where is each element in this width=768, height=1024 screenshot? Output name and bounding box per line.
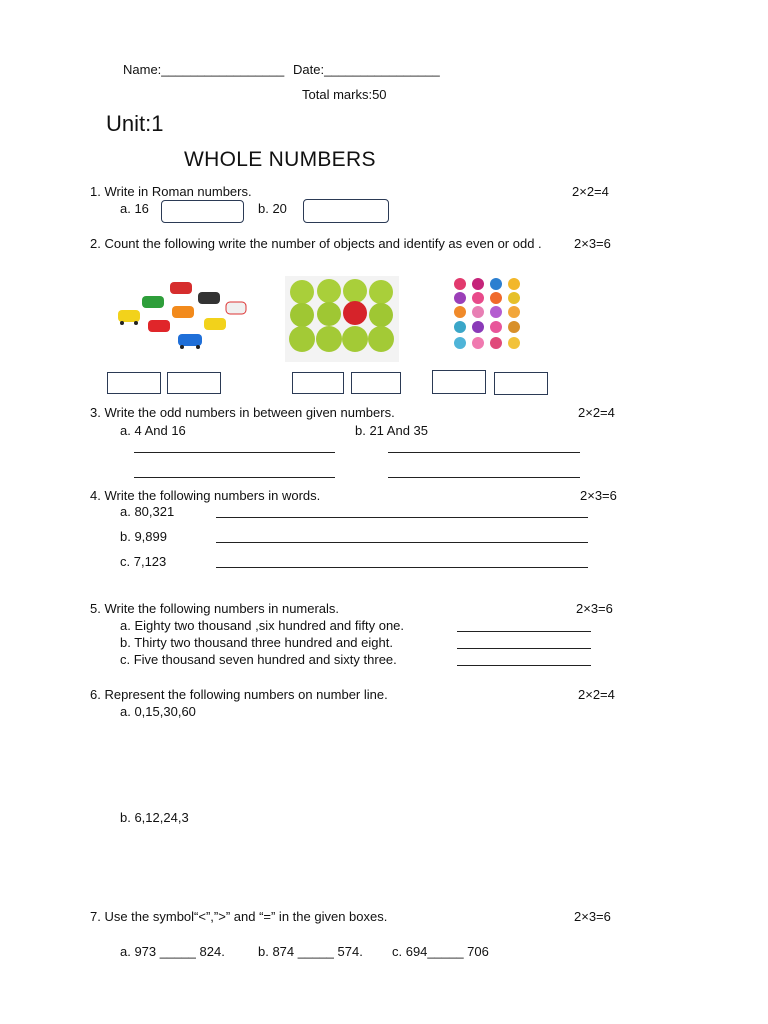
q7-text: 7. Use the symbol“<”,”>” and “=” in the given boxes. <box>90 909 388 924</box>
q5a-answer-line[interactable] <box>457 631 591 632</box>
q4b-answer-line[interactable] <box>216 542 588 543</box>
q3-text: 3. Write the odd numbers in between given numbers. <box>90 405 395 420</box>
q5c-answer-line[interactable] <box>457 665 591 666</box>
q3-marks: 2×2=4 <box>578 405 615 420</box>
date-field[interactable]: Date:________________ <box>293 62 440 77</box>
q1b-answer-box[interactable] <box>303 199 389 223</box>
q4c-label: c. 7,123 <box>120 554 167 569</box>
apples-image <box>285 276 399 362</box>
q7c-label[interactable]: c. 694_____ 706 <box>392 944 489 959</box>
q2-text: 2. Count the following write the number of objects and identify as even or odd . <box>90 236 542 251</box>
car-icon <box>118 282 246 349</box>
q3a-answer-line-2[interactable] <box>134 477 335 478</box>
apples-even-odd-box[interactable] <box>351 372 401 394</box>
q7b-label[interactable]: b. 874 _____ 574. <box>258 944 363 959</box>
q4-text: 4. Write the following numbers in words. <box>90 488 321 503</box>
q5c-label: c. Five thousand seven hundred and sixty three. <box>120 652 397 667</box>
candies-image <box>450 276 528 354</box>
q6-marks: 2×2=4 <box>578 687 615 702</box>
q3b-answer-line-1[interactable] <box>388 452 580 453</box>
q7-marks: 2×3=6 <box>574 909 611 924</box>
q4c-answer-line[interactable] <box>216 567 588 568</box>
q5a-label: a. Eighty two thousand ,six hundred and fifty one. <box>120 618 405 633</box>
total-marks: Total marks:50 <box>302 87 387 102</box>
q5b-answer-line[interactable] <box>457 648 591 649</box>
candy-icon <box>454 278 520 349</box>
apples-count-box[interactable] <box>292 372 344 394</box>
unit-heading: Unit:1 <box>106 111 164 136</box>
q3b-answer-line-2[interactable] <box>388 477 580 478</box>
q3b-label: b. 21 And 35 <box>355 423 429 438</box>
q6-text: 6. Represent the following numbers on number line. <box>90 687 388 702</box>
page-title: WHOLE NUMBERS <box>184 148 376 171</box>
candies-even-odd-box[interactable] <box>494 372 548 395</box>
q5-marks: 2×3=6 <box>576 601 613 616</box>
q4a-answer-line[interactable] <box>216 517 588 518</box>
q5-text: 5. Write the following numbers in numerals. <box>90 601 340 616</box>
name-field[interactable]: Name:_________________ <box>123 62 285 77</box>
q7a-label[interactable]: a. 973 _____ 824. <box>120 944 225 959</box>
q5b-label: b. Thirty two thousand three hundred and eight. <box>120 635 393 650</box>
q4a-label: a. 80,321 <box>120 504 175 519</box>
q1a-label: a. 16 <box>120 201 149 216</box>
q4b-label: b. 9,899 <box>120 529 167 544</box>
q1a-answer-box[interactable] <box>161 200 244 223</box>
q1-text: 1. Write in Roman numbers. <box>90 184 252 199</box>
q3a-answer-line-1[interactable] <box>134 452 335 453</box>
q6a-label: a. 0,15,30,60 <box>120 704 196 719</box>
q6b-label: b. 6,12,24,3 <box>120 810 189 825</box>
cars-count-box[interactable] <box>107 372 161 394</box>
q1b-label: b. 20 <box>258 201 287 216</box>
candies-count-box[interactable] <box>432 370 486 394</box>
q2-marks: 2×3=6 <box>574 236 611 251</box>
q4-marks: 2×3=6 <box>580 488 617 503</box>
toy-cars-image <box>110 276 255 356</box>
q1-marks: 2×2=4 <box>572 184 609 199</box>
q3a-label: a. 4 And 16 <box>120 423 186 438</box>
cars-even-odd-box[interactable] <box>167 372 221 394</box>
